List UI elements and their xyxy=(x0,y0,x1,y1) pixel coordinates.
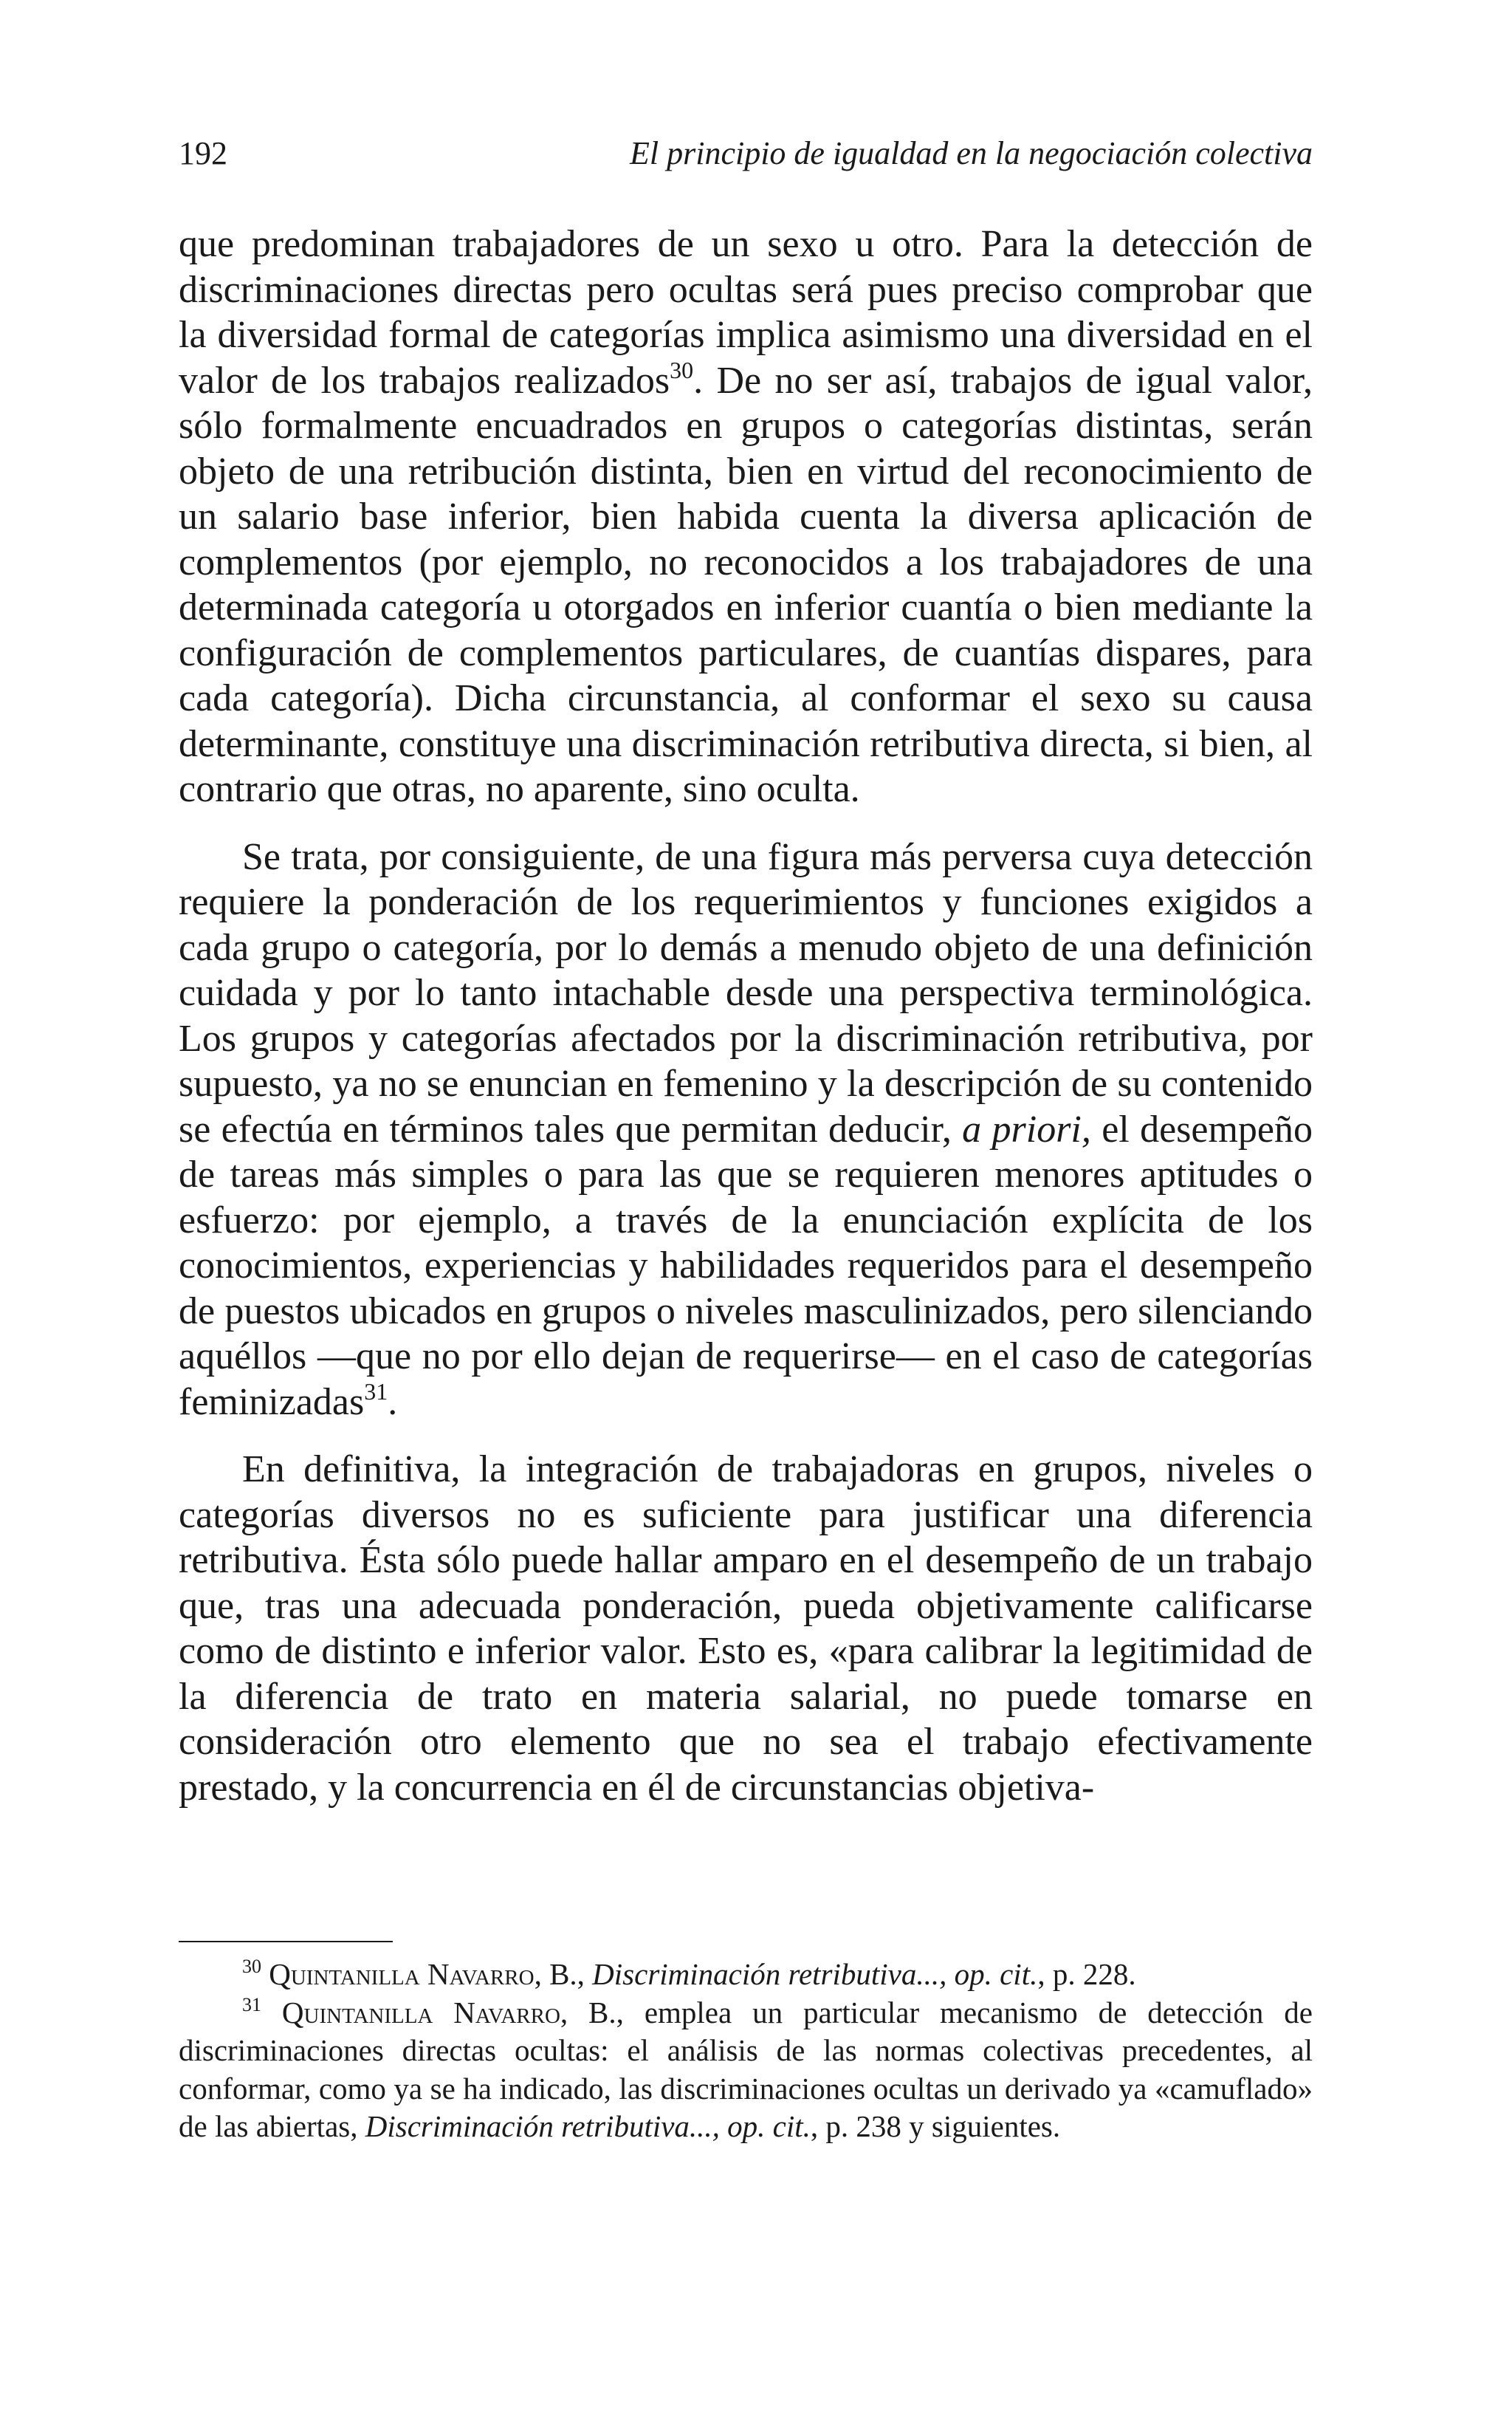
footnote-ref-31[interactable]: 31 xyxy=(364,1377,388,1405)
footnotes xyxy=(179,1956,1313,2146)
footnote-text: , p. 228. xyxy=(1037,1957,1136,1991)
paragraph-3-text-a: En definitiva, la integración de trabajadoras en grupos, niveles o categorías diversos no es suficiente para justificar una diferencia retributiva. Ésta sólo puede hallar amparo en el desempeño de un trabajo que, tras una adecuada ponderación, pueda objetivamente calificarse como de distinto e inferior valor. Esto es, «para calibrar la legitimidad de la diferencia de trato en materia salarial, no puede tomarse en consideración otro elemento que no sea el trabajo efectivamente prestado, y la concurrencia en él de circunstancias objetiva- xyxy=(179,1448,1313,1809)
footnote-author: Quintanilla Navarro xyxy=(269,1957,535,1991)
footnote-30 xyxy=(179,1956,1313,1994)
footnote-title: Discriminación retributiva..., op. cit. xyxy=(592,1957,1038,1991)
paragraph-2-italic: a priori, xyxy=(962,1108,1091,1151)
footnote-31 xyxy=(179,1994,1313,2146)
page-number: 192 xyxy=(179,135,227,171)
footnote-text: , B., xyxy=(534,1957,593,1991)
main-text xyxy=(179,222,1313,1810)
footnote-title: Discriminación retributiva..., op. cit. xyxy=(365,2109,811,2143)
footnote-separator xyxy=(179,1941,393,1942)
footnote-author: Quintanilla Navarro xyxy=(281,1995,560,2029)
footnote-number: 30 xyxy=(242,1956,261,1977)
footnote-text: , p. 238 y siguientes. xyxy=(810,2109,1061,2143)
footnote-ref-30[interactable]: 30 xyxy=(670,356,694,383)
paragraph-1-text-a: que predominan trabajadores de un sexo u otro. Para la detección de discriminaciones directas pero ocultas será pues preciso comprobar que la diversidad formal de categorías implica asimismo una diversidad en el valor de los trabajos realizados xyxy=(179,223,1313,402)
paragraph-2-text-b: el desempeño de tareas más simples o para las que se requieren menores aptitudes o esfuerzo: por ejemplo, a través de la enunciación explícita de los conocimientos, experiencias y habilidades requeridos para el desempeño de puestos ubicados en grupos o niveles masculinizados, pero silenciando aquéllos —que no por ello dejan de requerirse— en el caso de categorías feminizadas xyxy=(179,1108,1313,1423)
running-title: El principio de igualdad en la negociación colectiva xyxy=(630,135,1313,171)
paragraph-2 xyxy=(179,835,1313,1425)
paragraph-2-text-a: Se trata, por consiguiente, de una figura más perversa cuya detección requiere la ponderación de los requerimientos y funciones exigidos a cada grupo o categoría, por lo demás a menudo objeto de una definición cuidada y por lo tanto intachable desde una perspectiva terminológica. Los grupos y categorías afectados por la discriminación retributiva, por supuesto, ya no se enuncian en femenino y la descripción de su contenido se efectúa en términos tales que permitan deducir, xyxy=(179,835,1313,1151)
footnote-number: 31 xyxy=(242,1993,261,2015)
running-header xyxy=(179,131,1313,176)
paragraph-3 xyxy=(179,1447,1313,1810)
paragraph-1 xyxy=(179,222,1313,812)
footnote-text: , B., emplea un particular mecanismo de detección de discriminaciones directas ocultas: el análisis de las normas colectivas precedentes, al conformar, como ya se ha indicado, las discriminaciones ocultas un derivado ya «camuflado» de las abiertas, xyxy=(179,1995,1313,2143)
paragraph-2-text-c: . xyxy=(388,1380,398,1423)
paragraph-1-text-b: . De no ser así, trabajos de igual valor, sólo formalmente encuadrados en grupos o categorías distintas, serán objeto de una retribución distinta, bien en virtud del reconocimiento de un salario base inferior, bien habida cuenta la diversa aplicación de complementos (por ejemplo, no reconocidos a los trabajadores de una determinada categoría u otorgados en inferior cuantía o bien mediante la configuración de complementos particulares, de cuantías dispares, para cada categoría). Dicha circunstancia, al conformar el sexo su causa determinante, constituye una discriminación retributiva directa, si bien, al contrario que otras, no aparente, sino oculta. xyxy=(179,359,1313,810)
